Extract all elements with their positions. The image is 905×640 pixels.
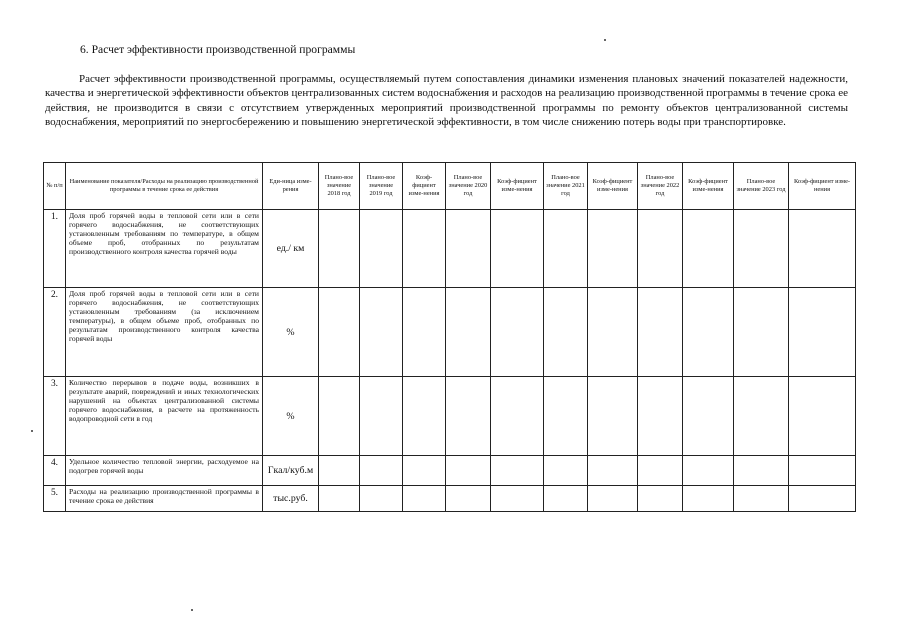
row-unit: % [263, 288, 319, 377]
row-unit: ед./ км [263, 210, 319, 288]
header-coef-2022: Коэф-фициент изме-нения [683, 163, 734, 210]
empty-cell [638, 288, 683, 377]
table-row [44, 210, 856, 288]
empty-cell [683, 456, 734, 486]
empty-cell [638, 486, 683, 512]
empty-cell [789, 377, 856, 456]
row-unit: % [263, 377, 319, 456]
header-plan-2021: Плано-вое значение 2021 год [544, 163, 588, 210]
row-number: 2. [44, 288, 66, 377]
section-heading: 6. Расчет эффективности производственной программы [80, 43, 356, 56]
empty-cell [403, 377, 446, 456]
body-paragraph: Расчет эффективности производственной программы, осуществляемый путем сопоставления динамики изменения плановых значений показателей надежности, качества и энергетической эффективности объектов централизованных систем водоснабжения и расходов на реализацию производственной программы в течение срока ее действия, не производится в связи с отсутствием утвержденных мероприятий производственной программы по ремонту объектов централизованной системы водоснабжения, мероприятий по энергосбережению и повышению энергетической эффективности, в том числе снижению потерь воды при транспортировке. [45, 73, 848, 128]
empty-cell [734, 288, 789, 377]
empty-cell [491, 377, 544, 456]
header-plan-2023: Плано-вое значение 2023 год [734, 163, 789, 210]
table-header-row [44, 163, 856, 210]
empty-cell [446, 210, 491, 288]
empty-cell [734, 486, 789, 512]
empty-cell [588, 210, 638, 288]
empty-cell [588, 377, 638, 456]
empty-cell [360, 377, 403, 456]
empty-cell [789, 486, 856, 512]
empty-cell [638, 456, 683, 486]
empty-cell [319, 456, 360, 486]
empty-cell [683, 288, 734, 377]
empty-cell [360, 288, 403, 377]
header-coef-2021: Коэф-фициент изме-нения [588, 163, 638, 210]
empty-cell [446, 288, 491, 377]
header-coef-2020: Коэф-фициент изме-нения [491, 163, 544, 210]
scan-speck [31, 430, 33, 432]
empty-cell [588, 486, 638, 512]
empty-cell [360, 486, 403, 512]
empty-cell [683, 377, 734, 456]
empty-cell [789, 210, 856, 288]
empty-cell [544, 456, 588, 486]
header-plan-2022: Плано-вое значение 2022 год [638, 163, 683, 210]
row-indicator-name: Доля проб горячей воды в тепловой сети или в сети горячего водоснабжения, не соответствующих установленным требованиям по температуре, в общем объеме проб, отобранных по результатам производственного контроля качества горячей воды [66, 210, 263, 288]
empty-cell [789, 456, 856, 486]
empty-cell [403, 288, 446, 377]
row-indicator-name: Количество перерывов в подаче воды, возникших в результате аварий, повреждений и иных технологических нарушений на объектах централизованной системы горячего водоснабжения, в расчете на протяженность водопроводной сети в год [66, 377, 263, 456]
row-indicator-name: Удельное количество тепловой энергии, расходуемое на подогрев горячей воды [66, 456, 263, 486]
table-row [44, 486, 856, 512]
empty-cell [446, 456, 491, 486]
empty-cell [491, 210, 544, 288]
header-name: Наименование показателя/Расходы на реализацию производственной программы в течение срока ее действия [66, 163, 263, 210]
empty-cell [403, 486, 446, 512]
empty-cell [734, 210, 789, 288]
empty-cell [319, 288, 360, 377]
empty-cell [360, 210, 403, 288]
empty-cell [491, 288, 544, 377]
empty-cell [446, 486, 491, 512]
empty-cell [789, 288, 856, 377]
empty-cell [319, 210, 360, 288]
empty-cell [491, 456, 544, 486]
table-row [44, 377, 856, 456]
empty-cell [544, 288, 588, 377]
empty-cell [319, 486, 360, 512]
row-number: 4. [44, 456, 66, 486]
empty-cell [734, 377, 789, 456]
empty-cell [588, 288, 638, 377]
empty-cell [683, 486, 734, 512]
header-plan-2020: Плано-вое значение 2020 год [446, 163, 491, 210]
empty-cell [544, 210, 588, 288]
empty-cell [588, 456, 638, 486]
empty-cell [446, 377, 491, 456]
empty-cell [360, 456, 403, 486]
empty-cell [403, 456, 446, 486]
header-unit: Еди-ница изме-рения [263, 163, 319, 210]
empty-cell [491, 486, 544, 512]
scan-speck [604, 39, 606, 41]
empty-cell [544, 486, 588, 512]
empty-cell [403, 210, 446, 288]
row-indicator-name: Доля проб горячей воды в тепловой сети или в сети горячего водоснабжения, не соответствующих установленным требованиям (за исключением температуры), в общем объеме проб, отобранных по результатам производственного контроля качества горячей воды [66, 288, 263, 377]
header-plan-2019: Плано-вое значение 2019 год [360, 163, 403, 210]
table-row [44, 456, 856, 486]
header-coef-2023: Коэф-фициент изме-нения [789, 163, 856, 210]
table-row [44, 288, 856, 377]
header-num: № п/п [44, 163, 66, 210]
header-coef-2019: Коэф-фициент изме-нения [403, 163, 446, 210]
row-number: 3. [44, 377, 66, 456]
empty-cell [683, 210, 734, 288]
scan-speck [191, 609, 193, 611]
empty-cell [734, 456, 789, 486]
empty-cell [544, 377, 588, 456]
empty-cell [638, 210, 683, 288]
row-number: 5. [44, 486, 66, 512]
empty-cell [638, 377, 683, 456]
row-unit: тыс.руб. [263, 486, 319, 512]
header-plan-2018: Плано-вое значение 2018 год [319, 163, 360, 210]
empty-cell [319, 377, 360, 456]
row-unit: Гкал/куб.м [263, 456, 319, 486]
row-indicator-name: Расходы на реализацию производственной программы в течение срока ее действия [66, 486, 263, 512]
row-number: 1. [44, 210, 66, 288]
efficiency-table [43, 162, 856, 512]
